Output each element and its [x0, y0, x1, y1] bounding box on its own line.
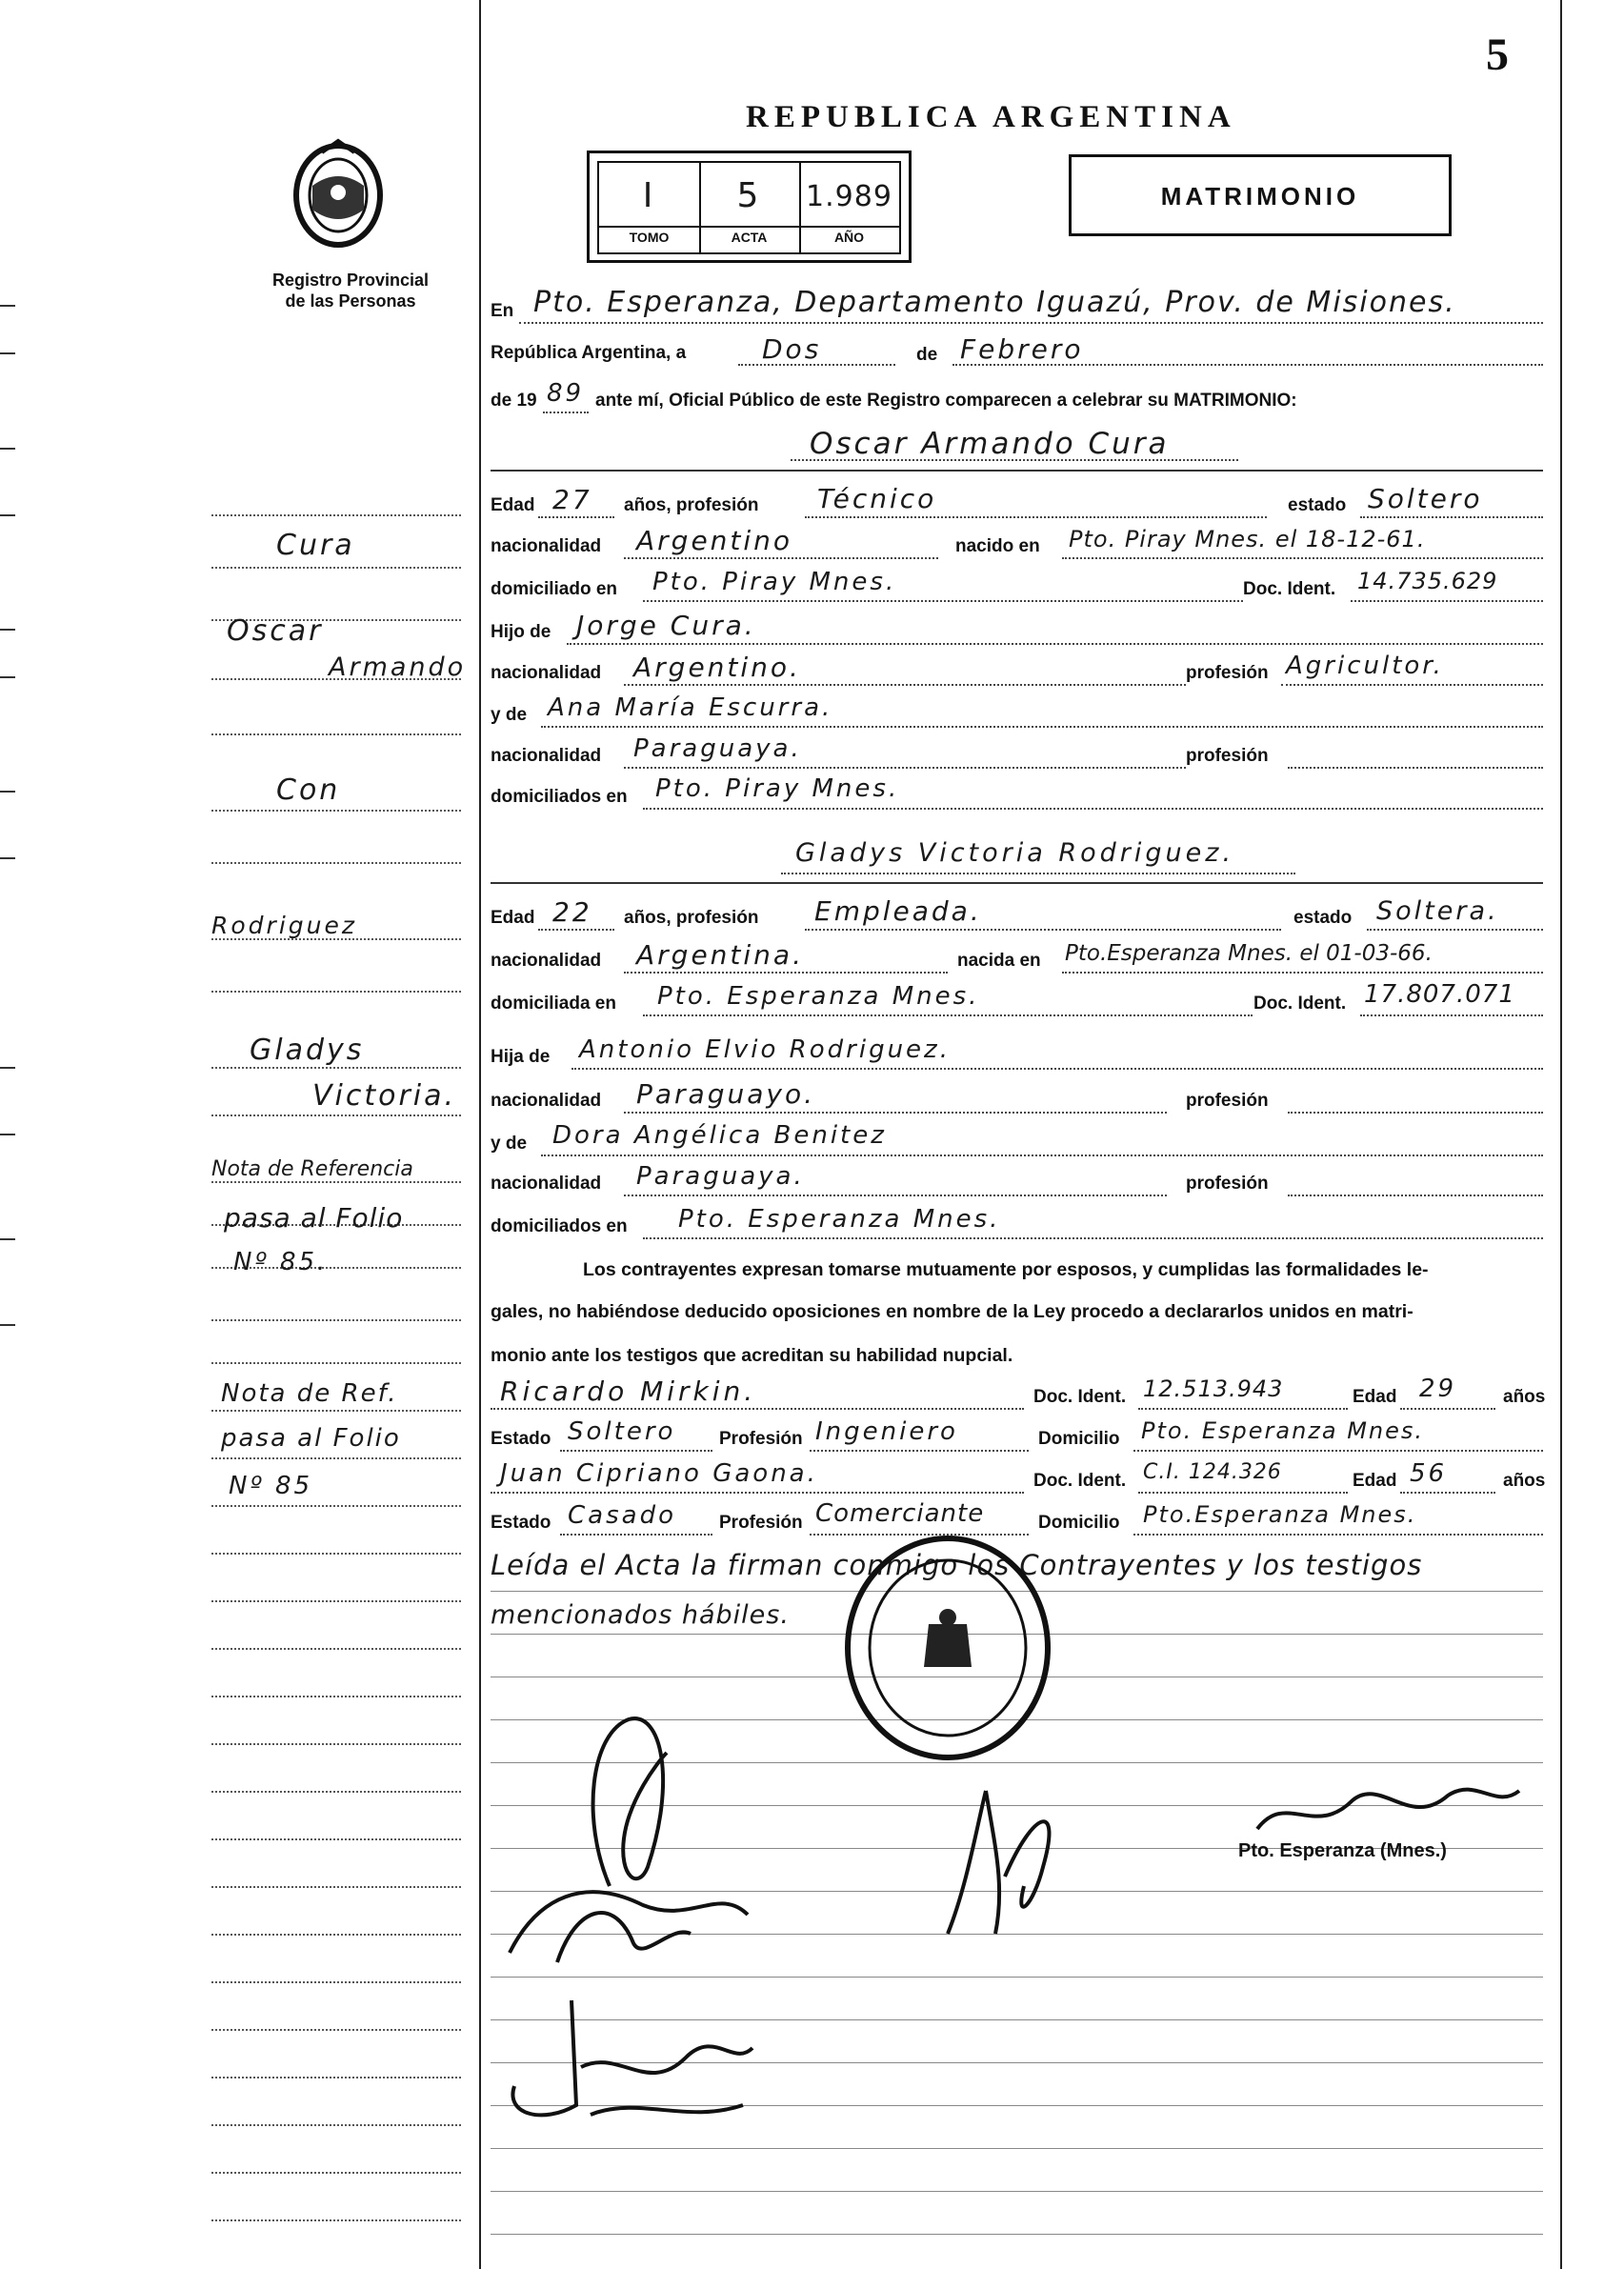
margin-note1-line2: pasa al Folio	[224, 1202, 404, 1234]
margin-bride-middle-name: Victoria.	[312, 1079, 457, 1113]
coat-of-arms-seal	[284, 133, 393, 252]
margin-note2-line2: pasa al Folio	[221, 1424, 401, 1453]
country-title: REPUBLICA ARGENTINA	[746, 100, 1236, 134]
signature-witness-1	[495, 1991, 772, 2134]
closing-line1: Leída el Acta la firman conmigo los Contrayentes y los testigos	[491, 1549, 1423, 1581]
tomo-label: TOMO	[629, 230, 670, 245]
bride-father-nationality: Paraguayo.	[636, 1078, 815, 1110]
margin-con: Con	[276, 773, 341, 807]
margin-groom-middle-name: Armando	[329, 653, 467, 682]
witness2-status: Casado	[568, 1501, 676, 1530]
groom-mother: Ana María Escurra.	[548, 693, 833, 722]
margin-divider	[479, 0, 481, 2269]
groom-father-profession: Agricultor.	[1286, 652, 1444, 680]
margin-bride-surname: Rodriguez	[211, 912, 357, 939]
margin-note1-line1: Nota de Referencia	[211, 1157, 413, 1181]
bride-mother-nationality: Paraguaya.	[636, 1162, 805, 1191]
officer-stamp: Pto. Esperanza (Mnes.)	[1238, 1840, 1447, 1861]
record-type-box	[1069, 154, 1452, 236]
groom-father: Jorge Cura.	[576, 610, 756, 641]
margin-note2-line3: Nº 85	[229, 1472, 313, 1500]
witness2-profession: Comerciante	[815, 1499, 985, 1528]
witness2-doc: C.I. 124.326	[1143, 1460, 1282, 1484]
tomo-value: I	[642, 176, 656, 215]
witness2-age: 56	[1410, 1459, 1448, 1488]
closing-line2: mencionados hábiles.	[491, 1600, 790, 1630]
bride-birth: Pto.Esperanza Mnes. el 01-03-66.	[1065, 941, 1433, 966]
groom-age: 27	[552, 484, 592, 515]
ano-value: 1.989	[806, 180, 892, 213]
bride-parents-address: Pto. Esperanza Mnes.	[678, 1205, 1001, 1234]
marriage-month: Febrero	[960, 333, 1084, 365]
official-oval-stamp	[829, 1534, 1067, 1772]
record-type: MATRIMONIO	[1160, 182, 1360, 211]
groom-nationality: Argentino	[636, 525, 793, 556]
margin-groom-first-name: Oscar	[227, 614, 324, 648]
margin-groom-surname: Cura	[276, 529, 355, 562]
bride-profession: Empleada.	[814, 895, 982, 927]
marriage-place: Pto. Esperanza, Departamento Iguazú, Prov. de Misiones.	[533, 286, 1456, 319]
groom-father-nationality: Argentino.	[633, 652, 801, 683]
bride-status: Soltera.	[1376, 896, 1499, 926]
witness1-profession: Ingeniero	[815, 1417, 958, 1446]
acta-value: 5	[736, 176, 762, 215]
groom-status: Soltero	[1368, 483, 1483, 514]
margin-bride-first-name: Gladys	[250, 1034, 365, 1067]
witness1-status: Soltero	[568, 1417, 676, 1446]
bride-mother: Dora Angélica Benitez	[552, 1121, 887, 1150]
witness1-name: Ricardo Mirkin.	[500, 1375, 757, 1407]
margin-note2-line1: Nota de Ref.	[221, 1379, 398, 1408]
groom-address: Pto. Piray Mnes.	[652, 568, 897, 596]
groom-name: Oscar Armando Cura	[810, 427, 1170, 461]
bride-name: Gladys Victoria Rodriguez.	[795, 838, 1235, 868]
registry-name: Registro Provincial de las Personas	[271, 271, 430, 311]
bride-nationality: Argentina.	[636, 939, 804, 971]
marriage-year: 89	[547, 379, 585, 408]
declaration-line1: Los contrayentes expresan tomarse mutuamente por esposos, y cumplidas las formalidades le-	[583, 1259, 1429, 1280]
declaration-line3: monio ante los testigos que acreditan su habilidad nupcial.	[491, 1345, 1013, 1366]
record-number-box	[587, 151, 912, 263]
bride-father: Antonio Elvio Rodriguez.	[579, 1035, 951, 1064]
signature-witness-2	[929, 1772, 1072, 1943]
witness2-address: Pto.Esperanza Mnes.	[1143, 1501, 1417, 1528]
witness1-age: 29	[1419, 1375, 1457, 1403]
ano-label: AÑO	[833, 230, 865, 245]
groom-doc: 14.735.629	[1357, 568, 1498, 594]
witness2-name: Juan Cipriano Gaona.	[500, 1459, 818, 1488]
signature-officer	[1248, 1772, 1524, 1848]
bride-address: Pto. Esperanza Mnes.	[657, 982, 980, 1011]
bride-age: 22	[552, 896, 592, 928]
groom-parents-address: Pto. Piray Mnes.	[655, 774, 900, 803]
witness1-address: Pto. Esperanza Mnes.	[1141, 1417, 1425, 1444]
acta-label: ACTA	[731, 230, 768, 245]
marriage-day: Dos	[762, 333, 822, 365]
signature-contrayente-2	[500, 1867, 757, 1972]
page-number: 5	[1486, 30, 1509, 80]
witness1-doc: 12.513.943	[1143, 1375, 1284, 1402]
bride-doc: 17.807.071	[1364, 980, 1515, 1009]
groom-mother-nationality: Paraguaya.	[633, 734, 802, 763]
groom-birth: Pto. Piray Mnes. el 18-12-61.	[1069, 526, 1426, 552]
groom-profession: Técnico	[817, 483, 937, 514]
right-border	[1560, 0, 1562, 2269]
declaration-line2: gales, no habiéndose deducido oposiciones en nombre de la Ley procedo a declararlos unidos en matri-	[491, 1301, 1413, 1322]
margin-note1-line3: Nº 85.	[233, 1248, 329, 1276]
